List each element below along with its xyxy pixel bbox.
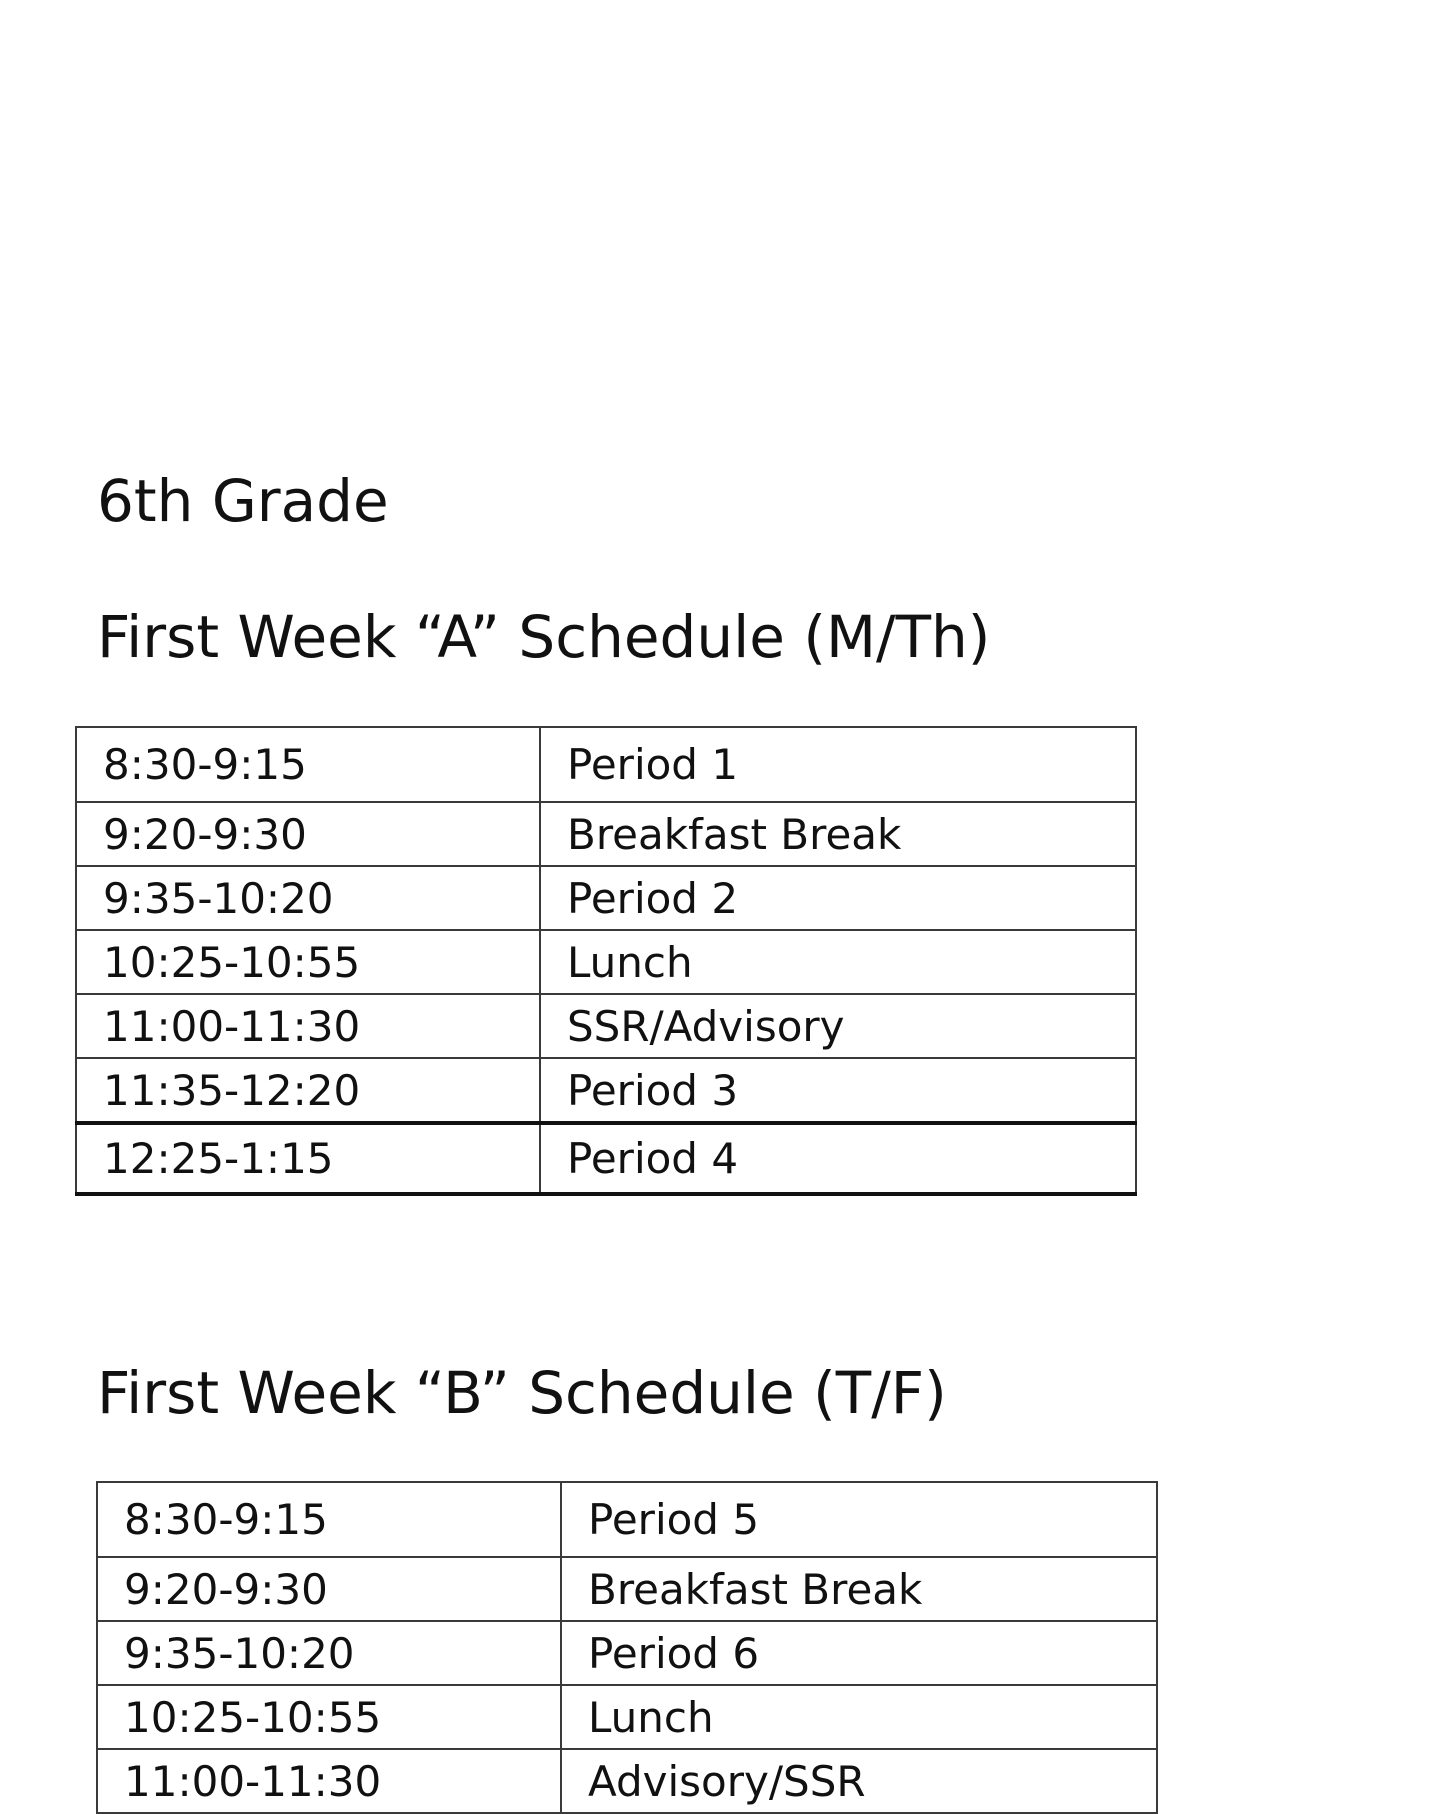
table-row bbox=[76, 930, 1136, 994]
table-row bbox=[76, 802, 1136, 866]
table-row bbox=[97, 1749, 1157, 1813]
time-cell: 9:20-9:30 bbox=[76, 802, 540, 866]
activity-cell: Period 2 bbox=[540, 866, 1136, 930]
grade-title: 6th Grade bbox=[97, 467, 389, 535]
table-row bbox=[97, 1685, 1157, 1749]
table-row bbox=[76, 866, 1136, 930]
table-row bbox=[76, 1123, 1136, 1194]
time-cell: 9:20-9:30 bbox=[97, 1557, 561, 1621]
schedule-b-table bbox=[96, 1481, 1158, 1814]
table-row bbox=[76, 727, 1136, 802]
time-cell: 10:25-10:55 bbox=[76, 930, 540, 994]
table-row bbox=[76, 1058, 1136, 1123]
table-row bbox=[97, 1557, 1157, 1621]
activity-cell: Period 1 bbox=[540, 727, 1136, 802]
schedule-b-title: First Week “B” Schedule (T/F) bbox=[97, 1359, 947, 1427]
activity-cell: Breakfast Break bbox=[540, 802, 1136, 866]
time-cell: 11:00-11:30 bbox=[97, 1749, 561, 1813]
table-row bbox=[97, 1621, 1157, 1685]
activity-cell: Period 4 bbox=[540, 1123, 1136, 1194]
time-cell: 10:25-10:55 bbox=[97, 1685, 561, 1749]
schedule-a-title: First Week “A” Schedule (M/Th) bbox=[97, 603, 991, 671]
activity-cell: Lunch bbox=[561, 1685, 1157, 1749]
time-cell: 9:35-10:20 bbox=[76, 866, 540, 930]
time-cell: 11:00-11:30 bbox=[76, 994, 540, 1058]
table-row bbox=[97, 1482, 1157, 1557]
schedule-a-table bbox=[75, 726, 1137, 1196]
activity-cell: Breakfast Break bbox=[561, 1557, 1157, 1621]
time-cell: 11:35-12:20 bbox=[76, 1058, 540, 1123]
activity-cell: Lunch bbox=[540, 930, 1136, 994]
time-cell: 12:25-1:15 bbox=[76, 1123, 540, 1194]
time-cell: 8:30-9:15 bbox=[76, 727, 540, 802]
activity-cell: Period 3 bbox=[540, 1058, 1136, 1123]
activity-cell: Period 6 bbox=[561, 1621, 1157, 1685]
activity-cell: SSR/Advisory bbox=[540, 994, 1136, 1058]
activity-cell: Period 5 bbox=[561, 1482, 1157, 1557]
table-row bbox=[76, 994, 1136, 1058]
time-cell: 8:30-9:15 bbox=[97, 1482, 561, 1557]
time-cell: 9:35-10:20 bbox=[97, 1621, 561, 1685]
activity-cell: Advisory/SSR bbox=[561, 1749, 1157, 1813]
